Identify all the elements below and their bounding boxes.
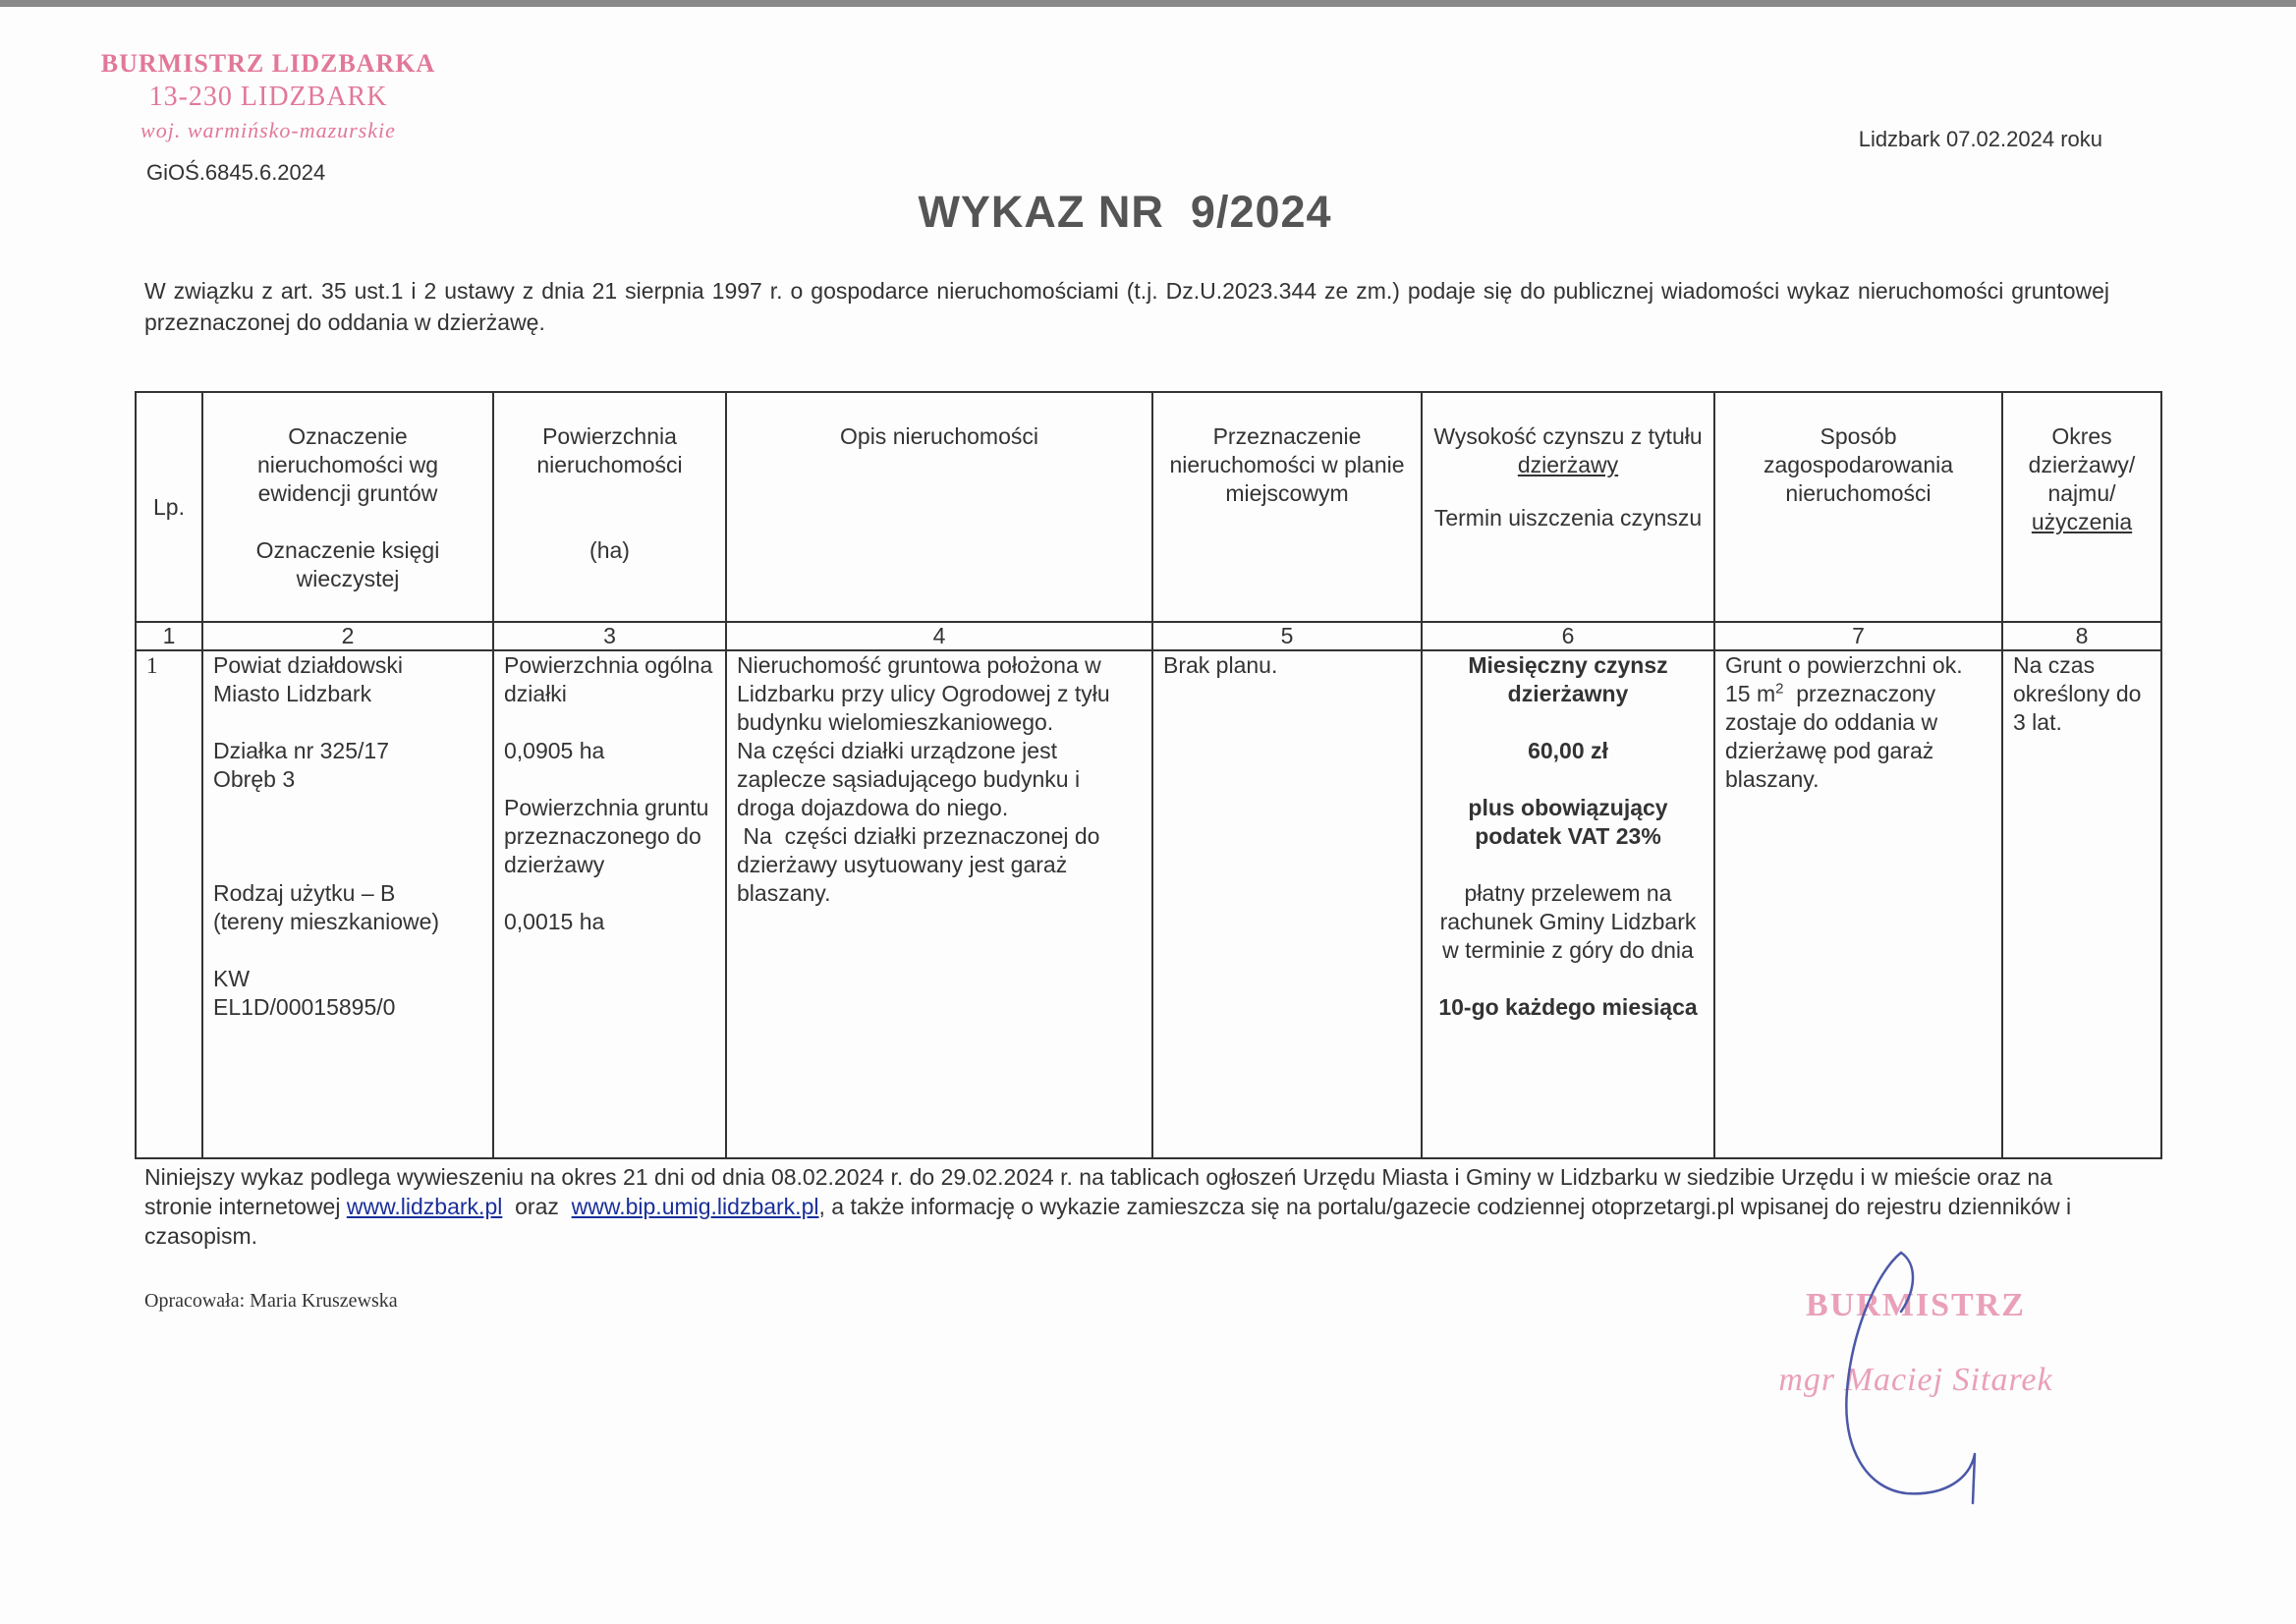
link-lidzbark[interactable]: www.lidzbark.pl [346,1194,503,1219]
stamp-line-1: BURMISTRZ LIDZBARKA [100,49,436,78]
reference-number: GiOŚ.6845.6.2024 [146,160,326,185]
header-col2-a: Oznaczenie nieruchomości wg ewidencji gruntów [256,423,439,506]
row-use [1714,650,2002,1158]
header-col8-underlined: użyczenia [2031,509,2133,534]
header-col-3 [493,392,726,622]
header-col-2 [202,392,493,622]
header-col4-label: Opis nieruchomości [840,423,1038,449]
header-col3-a: Powierzchnia nieruchomości [536,423,683,477]
table-header-row [136,392,2161,622]
row-parcel [202,650,493,1158]
scan-top-edge [0,0,2296,7]
row-description [726,650,1152,1158]
land-register-label: KW [213,966,251,991]
document-date: Lidzbark 07.02.2024 roku [1858,127,2102,151]
rent-payment-terms: płatny przelewem na rachunek Gminy Lidzbark w terminie z góry do dnia [1439,880,1697,963]
header-col6-a-text: Wysokość czynszu z tytułu [1433,423,1703,449]
office-stamp [86,47,450,147]
use-text-a: Grunt o powierzchni ok. 15 m [1725,652,1963,706]
footer-text-a: Niniejszy wykaz podlega wywieszeniu na okres 21 dni od dnia 08.02.2024 r. do 29.02.2024 r. na tablicach ogłoszeń Urzędu Miasta i Gminy w Lidzbarku w siedzibie Urzędu i w mieście oraz na stronie internetowej [144,1164,2052,1219]
col-number: 2 [202,622,493,650]
rent-vat: plus obowiązujący podatek VAT 23% [1468,795,1668,849]
header-col7-label: Sposób zagospodarowania nieruchomości [1763,423,1954,506]
header-col-8 [2002,392,2161,622]
parcel-use-type: Rodzaj użytku – B [213,880,396,906]
table-row [136,650,2161,1158]
handwritten-signature [1808,1243,2004,1518]
col-number: 3 [493,622,726,650]
area-lease-value: 0,0015 ha [504,909,605,934]
parcel-precinct: Obręb 3 [213,766,296,792]
rent-type: Miesięczny czynsz dzierżawny [1468,652,1668,706]
rent-amount: 60,00 zł [1528,738,1608,763]
parcel-number: Działka nr 325/17 [213,738,389,763]
parcel-county: Powiat działdowski [213,652,404,678]
header-col5-label: Przeznaczenie nieruchomości w planie miejscowym [1169,423,1405,506]
row-rent [1422,650,1714,1158]
area-lease-label: Powierzchnia gruntu przeznaczonego do dzierżawy [504,795,709,877]
col-number: 1 [136,622,202,650]
header-col8-a: Okres dzierżawy/ najmu/ [2028,423,2136,506]
col-number: 4 [726,622,1152,650]
rent-due-day: 10-go każdego miesiąca [1438,994,1698,1020]
row-term: Na czas określony do 3 lat. [2002,650,2161,1158]
link-bip[interactable]: www.bip.umig.lidzbark.pl [571,1194,819,1219]
footer-paragraph [144,1162,2119,1251]
area-total-value: 0,0905 ha [504,738,605,763]
col-number: 7 [1714,622,2002,650]
col-number: 6 [1422,622,1714,650]
header-col-4 [726,392,1152,622]
col-number: 5 [1152,622,1422,650]
use-text-b: przeznaczony zostaje do oddania w dzierżawę pod garaż blaszany. [1725,681,1944,792]
stamp-line-3: woj. warmińsko-mazurskie [140,118,396,142]
intro-paragraph: W związku z art. 35 ust.1 i 2 ustawy z dnia 21 sierpnia 1997 r. o gospodarce nieruchomościami (t.j. Dz.U.2023.344 ze zm.) podaje się do publicznej wiadomości wykaz nieruchomości gruntowej przeznaczonej do oddania w dzierżawę. [144,278,2109,335]
header-lp-label: Lp. [153,493,185,520]
document-title: WYKAZ NR 9/2024 [918,187,1332,237]
header-col3-b: (ha) [589,537,630,563]
signature-stamp-name: mgr Maciej Sitarek [1778,1362,2053,1398]
prepared-by: Opracowała: Maria Kruszewska [144,1290,398,1312]
land-register-number: EL1D/00015895/0 [213,994,396,1020]
col-number: 8 [2002,622,2161,650]
header-col-7 [1714,392,2002,622]
row-area [493,650,726,1158]
header-col6-a [1432,422,1704,479]
footer-text-c: , a także informację o wykazie zamieszcza się na portalu/gazecie codziennej otoprzetargi.pl wpisanej do rejestru dzienników i czasopism. [144,1194,2072,1249]
header-col-6 [1422,392,1714,622]
description-p1: Nieruchomość gruntowa położona w Lidzbarku przy ulicy Ogrodowej z tyłu budynku wielomieszkaniowego. [737,652,1110,735]
description-p2: Na części działki urządzone jest zaplecze sąsiadującego budynku i droga dojazdowa do niego. [737,738,1081,820]
footer-text-b: oraz [502,1194,572,1219]
header-col6-b: Termin uiszczenia czynszu [1433,505,1703,531]
description-p3: Na części działki przeznaczonej do dzierżawy usytuowany jest garaż blaszany. [737,823,1106,906]
header-col2-b: Oznaczenie księgi wieczystej [255,537,440,591]
area-total-label: Powierzchnia ogólna działki [504,652,713,706]
signature-stamp-title: BURMISTRZ [1806,1287,2026,1323]
use-unit-sup: 2 [1775,680,1784,698]
column-number-row [136,622,2161,650]
row-lp: 1 [136,650,202,1158]
parcel-town: Miasto Lidzbark [213,681,372,706]
header-lp [136,392,202,622]
header-col-5 [1152,392,1422,622]
stamp-line-2: 13-230 LIDZBARK [148,82,388,112]
header-col6-a-underlined: dzierżawy [1517,452,1619,477]
row-zoning: Brak planu. [1152,650,1422,1158]
property-table [135,391,2162,1159]
parcel-use-desc: (tereny mieszkaniowe) [213,909,440,934]
